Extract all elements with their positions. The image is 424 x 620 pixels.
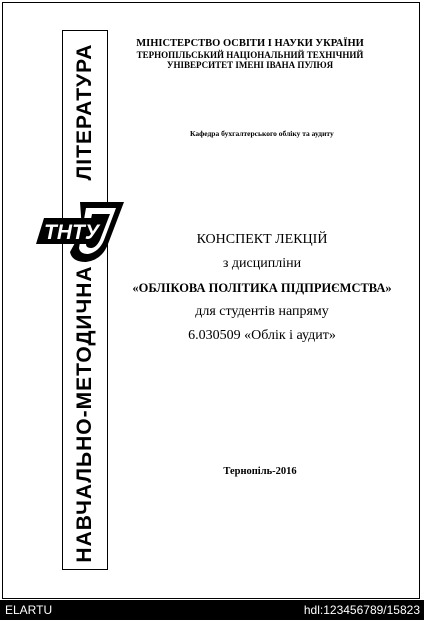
- footer-repository-name: ELARTU: [5, 603, 53, 617]
- university-line-1: ТЕРНОПІЛЬСЬКИЙ НАЦІОНАЛЬНИЙ ТЕХНІЧНИЙ: [136, 50, 364, 60]
- title-block: [112, 228, 412, 348]
- footer-bar: [0, 600, 424, 620]
- header-block: [130, 38, 370, 70]
- title-line-1: КОНСПЕКТ ЛЕКЦІЙ: [196, 232, 328, 247]
- title-line-3: «ОБЛІКОВА ПОЛІТИКА ПІДПРИЄМСТВА»: [132, 281, 392, 295]
- city-year: Тернопіль-2016: [223, 466, 297, 477]
- title-line-2: з дисципліни: [222, 256, 302, 271]
- title-line-4: для студентів напряму: [195, 304, 329, 319]
- logo-text: ТНТУ: [44, 221, 100, 244]
- department-name: Кафедра бухгалтерського обліку та аудиту: [190, 129, 334, 138]
- university-line-2: УНІВЕРСИТЕТ ІМЕНІ ІВАНА ПУЛЮЯ: [166, 60, 334, 70]
- side-text-literatura: ЛІТЕРАТУРА: [73, 43, 96, 181]
- ministry-name: МІНІСТЕРСТВО ОСВІТИ І НАУКИ УКРАЇНИ: [136, 38, 364, 49]
- title-line-5: 6.030509 «Облік і аудит»: [188, 328, 336, 343]
- side-text-navchalno-metodychna: НАВЧАЛЬНО-МЕТОДИЧНА: [73, 265, 96, 563]
- footer-handle: hdl:123456789/15823: [303, 603, 420, 617]
